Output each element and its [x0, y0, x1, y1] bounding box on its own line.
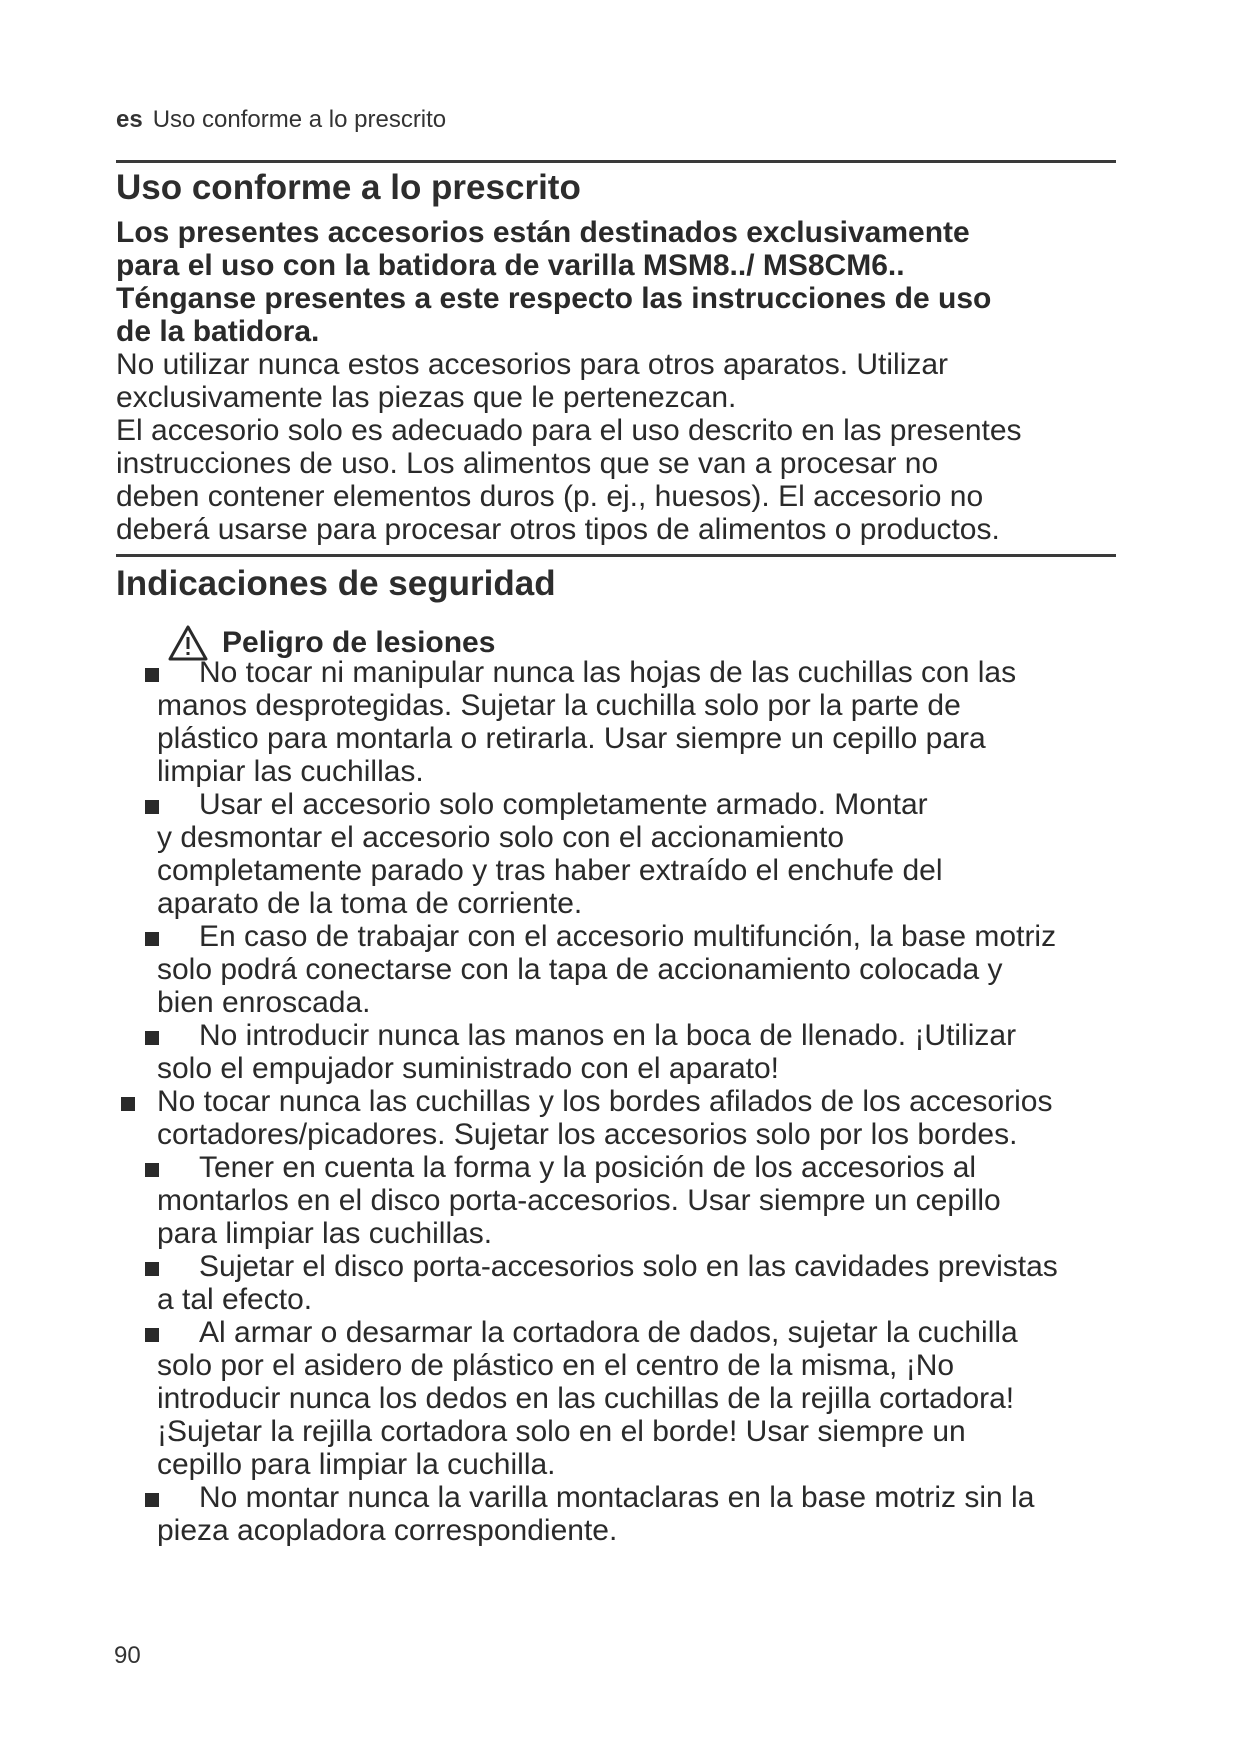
list-item: [0, 1481, 1241, 1547]
text-line: bien enroscada.: [157, 986, 371, 1019]
divider-middle: [116, 554, 1116, 557]
text-line: manos desprotegidas. Sujetar la cuchilla solo por la parte de: [157, 689, 961, 722]
list-item: [0, 1085, 1241, 1151]
text-line: montarlos en el disco porta-accesorios. Usar siempre un cepillo: [157, 1184, 1001, 1217]
text-line: solo por el asidero de plástico en el centro de la misma, ¡No: [157, 1349, 955, 1382]
text-line: No montar nunca la varilla montaclaras en la base motriz sin la: [199, 1481, 1035, 1514]
running-header: [116, 106, 446, 134]
running-header-title: Uso conforme a lo prescrito: [152, 106, 447, 133]
bullet-icon: [145, 1031, 159, 1045]
bullet-icon: [145, 1493, 159, 1507]
text-line: y desmontar el accesorio solo con el accionamiento: [157, 821, 845, 854]
text-line: No introducir nunca las manos en la boca de llenado. ¡Utilizar: [199, 1019, 1017, 1052]
bullet-icon: [145, 1163, 159, 1177]
intended-use-paragraph: [116, 348, 1136, 546]
list-item: [0, 656, 1241, 788]
text-line: cortadores/picadores. Sujetar los accesorios solo por los bordes.: [157, 1118, 1018, 1151]
text-line: No utilizar nunca estos accesorios para otros aparatos. Utilizar: [116, 348, 949, 381]
list-item: [0, 1151, 1241, 1250]
text-line: Usar el accesorio solo completamente armado. Montar: [199, 788, 928, 821]
text-line: exclusivamente las piezas que le pertenezcan.: [116, 381, 737, 414]
text-line: de la batidora.: [116, 315, 320, 348]
text-line: solo el empujador suministrado con el aparato!: [157, 1052, 780, 1085]
text-line: pieza acopladora correspondiente.: [157, 1514, 618, 1547]
text-line: completamente parado y tras haber extraído el enchufe del: [157, 854, 943, 887]
text-line: limpiar las cuchillas.: [157, 755, 424, 788]
text-line: introducir nunca los dedos en las cuchillas de la rejilla cortadora!: [157, 1382, 1015, 1415]
divider-top: [116, 160, 1116, 163]
safety-list: [0, 656, 1241, 1547]
intended-use-bold-paragraph: [116, 216, 1136, 348]
text-line: Tener en cuenta la forma y la posición de los accesorios al: [199, 1151, 977, 1184]
bullet-icon: [145, 1328, 159, 1342]
text-line: para el uso con la batidora de varilla MSM8../ MS8CM6..: [116, 249, 905, 282]
bullet-icon: [145, 1262, 159, 1276]
text-line: deberá usarse para procesar otros tipos de alimentos o productos.: [116, 513, 1000, 546]
text-line: para limpiar las cuchillas.: [157, 1217, 493, 1250]
text-line: deben contener elementos duros (p. ej., huesos). El accesorio no: [116, 480, 984, 513]
list-item: [0, 1316, 1241, 1481]
text-line: plástico para montarla o retirarla. Usar siempre un cepillo para: [157, 722, 986, 755]
bullet-icon: [145, 800, 159, 814]
section-title-safety: Indicaciones de seguridad: [116, 564, 556, 603]
text-line: No tocar nunca las cuchillas y los bordes afilados de los accesorios: [157, 1085, 1053, 1118]
text-line: cepillo para limpiar la cuchilla.: [157, 1448, 556, 1481]
list-item: [0, 1019, 1241, 1085]
text-line: solo podrá conectarse con la tapa de accionamiento colocada y: [157, 953, 1003, 986]
bullet-icon: [121, 1097, 135, 1111]
list-item: [0, 920, 1241, 1019]
text-line: instrucciones de uso. Los alimentos que se van a procesar no: [116, 447, 939, 480]
text-line: El accesorio solo es adecuado para el uso descrito en las presentes: [116, 414, 1022, 447]
list-item: [0, 1250, 1241, 1316]
text-line: Ténganse presentes a este respecto las instrucciones de uso: [116, 282, 992, 315]
text-line: aparato de la toma de corriente.: [157, 887, 583, 920]
text-line: Los presentes accesorios están destinados exclusivamente: [116, 216, 970, 249]
text-line: No tocar ni manipular nunca las hojas de las cuchillas con las: [199, 656, 1017, 689]
text-line: a tal efecto.: [157, 1283, 313, 1316]
warning-title: Peligro de lesiones: [222, 626, 496, 659]
list-item: [0, 788, 1241, 920]
bullet-icon: [145, 932, 159, 946]
language-code: es: [116, 106, 143, 133]
text-line: ¡Sujetar la rejilla cortadora solo en el borde! Usar siempre un: [157, 1415, 966, 1448]
page-number: 90: [114, 1642, 141, 1669]
text-line: Sujetar el disco porta-accesorios solo en las cavidades previstas: [199, 1250, 1058, 1283]
text-line: Al armar o desarmar la cortadora de dados, sujetar la cuchilla: [199, 1316, 1018, 1349]
section-title-intended-use: Uso conforme a lo prescrito: [116, 168, 581, 207]
bullet-icon: [145, 668, 159, 682]
text-line: En caso de trabajar con el accesorio multifunción, la base motriz: [199, 920, 1057, 953]
